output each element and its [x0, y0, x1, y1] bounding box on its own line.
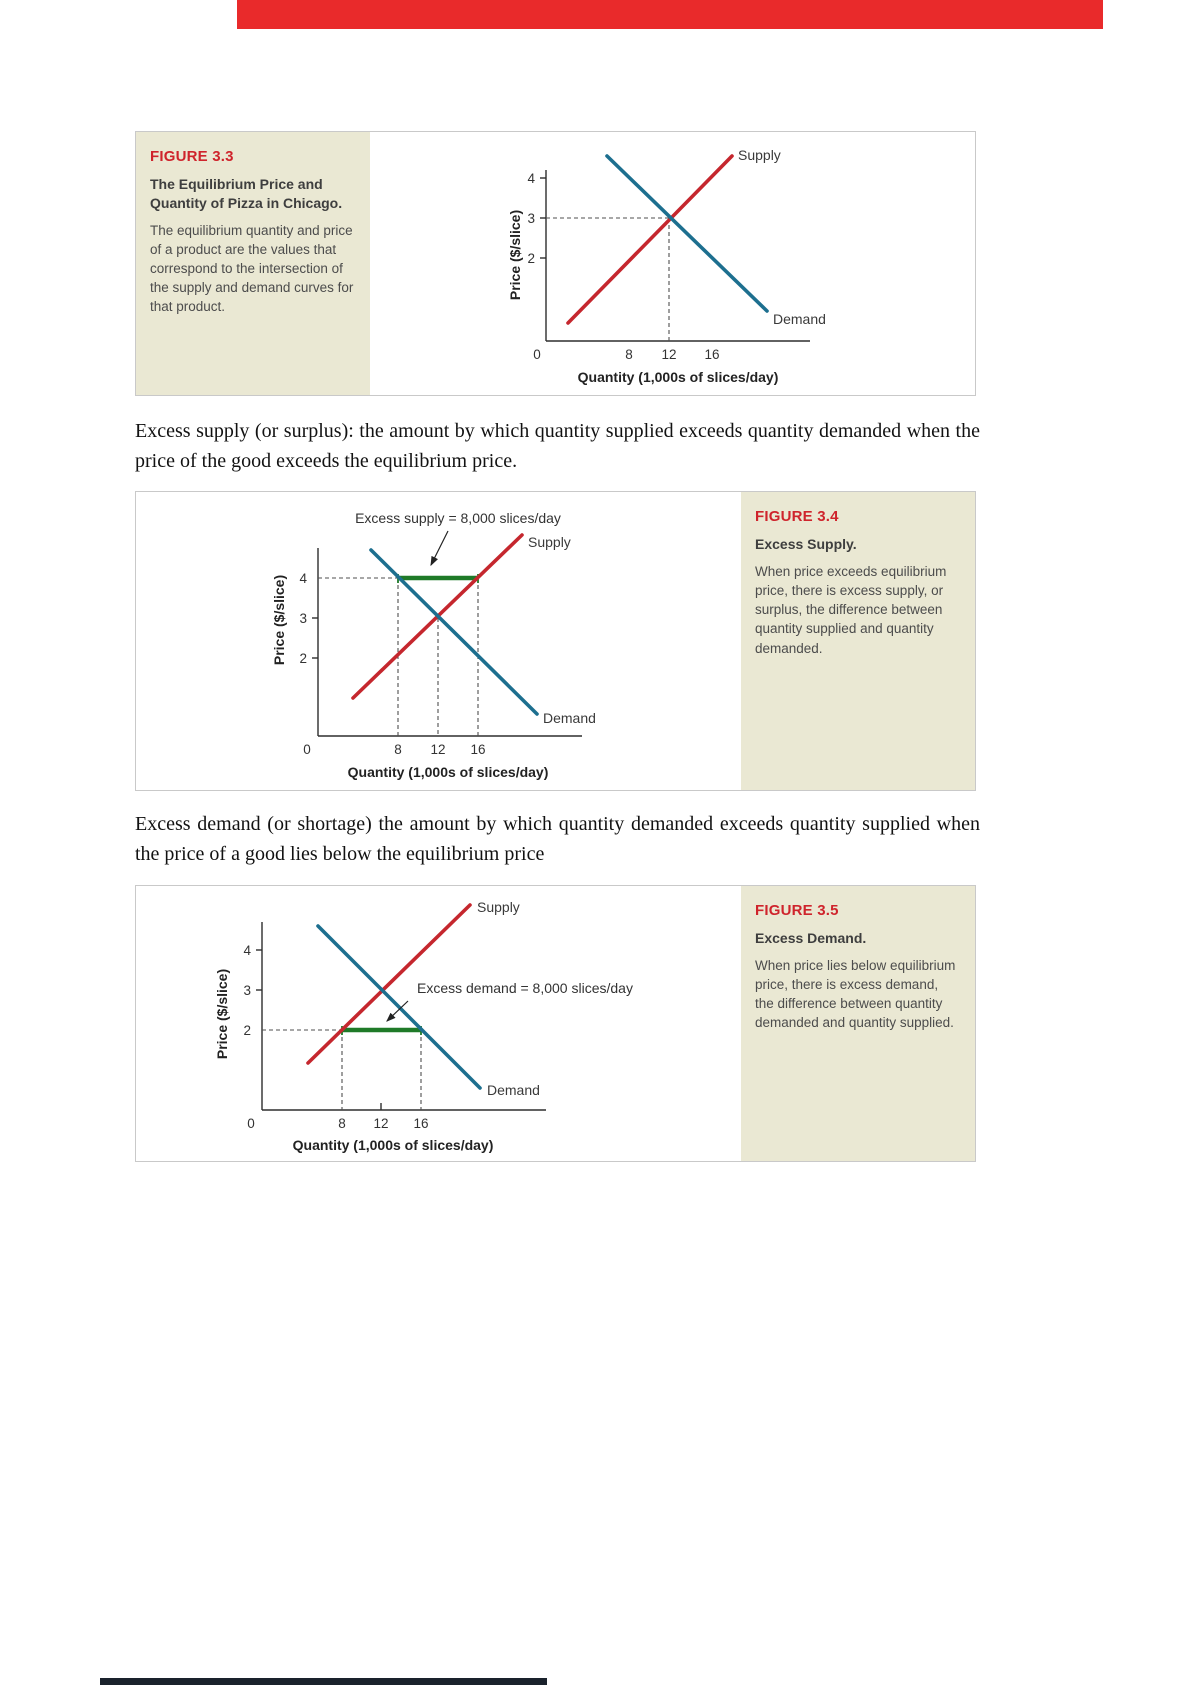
figure-3-4-caption-panel: [741, 492, 975, 790]
annotation-arrow: [431, 531, 448, 565]
origin-label: 0: [533, 347, 541, 362]
supply-label: Supply: [738, 147, 781, 163]
origin-label: 0: [247, 1116, 255, 1131]
y-tick-label: 2: [243, 1023, 251, 1038]
supply-label: Supply: [477, 899, 520, 915]
y-tick-label: 2: [527, 251, 535, 266]
y-tick-label: 2: [299, 651, 307, 666]
figure-label: FIGURE 3.5: [755, 902, 839, 919]
y-tick-label: 3: [527, 211, 535, 226]
top-red-bar: [237, 0, 1103, 29]
y-tick-label: 3: [243, 983, 251, 998]
paragraph-excess-demand: Excess demand (or shortage) the amount by which quantity demanded exceeds quantity supplied when the price of a good lies below the equilibrium price: [135, 813, 980, 865]
x-axis-title: Quantity (1,000s of slices/day): [347, 764, 549, 780]
demand-line: [318, 926, 480, 1088]
y-tick-label: 4: [299, 571, 307, 586]
x-tick-label: 8: [338, 1116, 346, 1131]
x-tick-label: 12: [661, 347, 677, 362]
excess-supply-annotation: Excess supply = 8,000 slices/day: [355, 510, 561, 526]
excess-supply-chart-3-4: [136, 492, 743, 790]
origin-label: 0: [303, 742, 311, 757]
figure-3-3: [135, 131, 976, 396]
y-axis-title: Price ($/slice): [507, 209, 523, 301]
paragraph-excess-supply: Excess supply (or surplus): the amount by which quantity supplied exceeds quantity demanded when the price of the good exceeds the equilibrium price.: [135, 420, 980, 472]
x-tick-label: 8: [625, 347, 633, 362]
demand-label: Demand: [487, 1082, 540, 1098]
supply-line: [568, 156, 732, 323]
figure-label: FIGURE 3.4: [755, 508, 839, 525]
figure-3-5: [135, 885, 976, 1162]
x-tick-label: 8: [394, 742, 402, 757]
x-tick-label: 16: [704, 347, 720, 362]
figure-title: Excess Demand.: [755, 930, 867, 946]
figure-title: Excess Supply.: [755, 536, 857, 552]
y-axis-title: Price ($/slice): [214, 968, 230, 1060]
x-tick-label: 12: [373, 1116, 389, 1131]
figure-caption-text: When price exceeds equilibrium price, there is excess supply, or surplus, the difference between quantity supplied and quantity demanded.: [755, 563, 947, 656]
figure-3-5-chart-area: [136, 886, 741, 1161]
supply-label: Supply: [528, 534, 571, 550]
x-tick-label: 16: [470, 742, 486, 757]
figure-3-3-chart-area: [370, 132, 975, 395]
demand-label: Demand: [773, 311, 826, 327]
figure-caption-text: When price lies below equilibrium price, there is excess demand, the difference between quantity demanded and quantity supplied.: [755, 957, 956, 1031]
figure-3-4: [135, 491, 976, 791]
figure-3-4-chart-area: [136, 492, 741, 790]
y-tick-label: 4: [243, 943, 251, 958]
x-axis-title: Quantity (1,000s of slices/day): [292, 1137, 494, 1153]
x-axis-title: Quantity (1,000s of slices/day): [577, 369, 779, 385]
y-tick-label: 4: [527, 171, 535, 186]
demand-line: [371, 550, 537, 714]
figure-label: FIGURE 3.3: [150, 148, 234, 165]
supply-demand-chart-3-3: [370, 132, 977, 395]
figure-title: The Equilibrium Price and Quantity of Pizza in Chicago.: [150, 176, 343, 211]
demand-label: Demand: [543, 710, 596, 726]
figure-caption-text: The equilibrium quantity and price of a product are the values that correspond to the intersection of the supply and demand curves for that product.: [150, 222, 354, 315]
figure-3-5-caption-panel: [741, 886, 975, 1161]
excess-demand-annotation: Excess demand = 8,000 slices/day: [417, 980, 633, 996]
figure-3-3-caption-panel: [136, 132, 370, 395]
bottom-dark-bar: [100, 1678, 547, 1685]
excess-demand-chart-3-5: [136, 886, 743, 1161]
x-tick-label: 12: [430, 742, 446, 757]
y-axis-title: Price ($/slice): [271, 574, 287, 666]
y-tick-label: 3: [299, 611, 307, 626]
demand-line: [607, 156, 767, 311]
x-tick-label: 16: [413, 1116, 429, 1131]
